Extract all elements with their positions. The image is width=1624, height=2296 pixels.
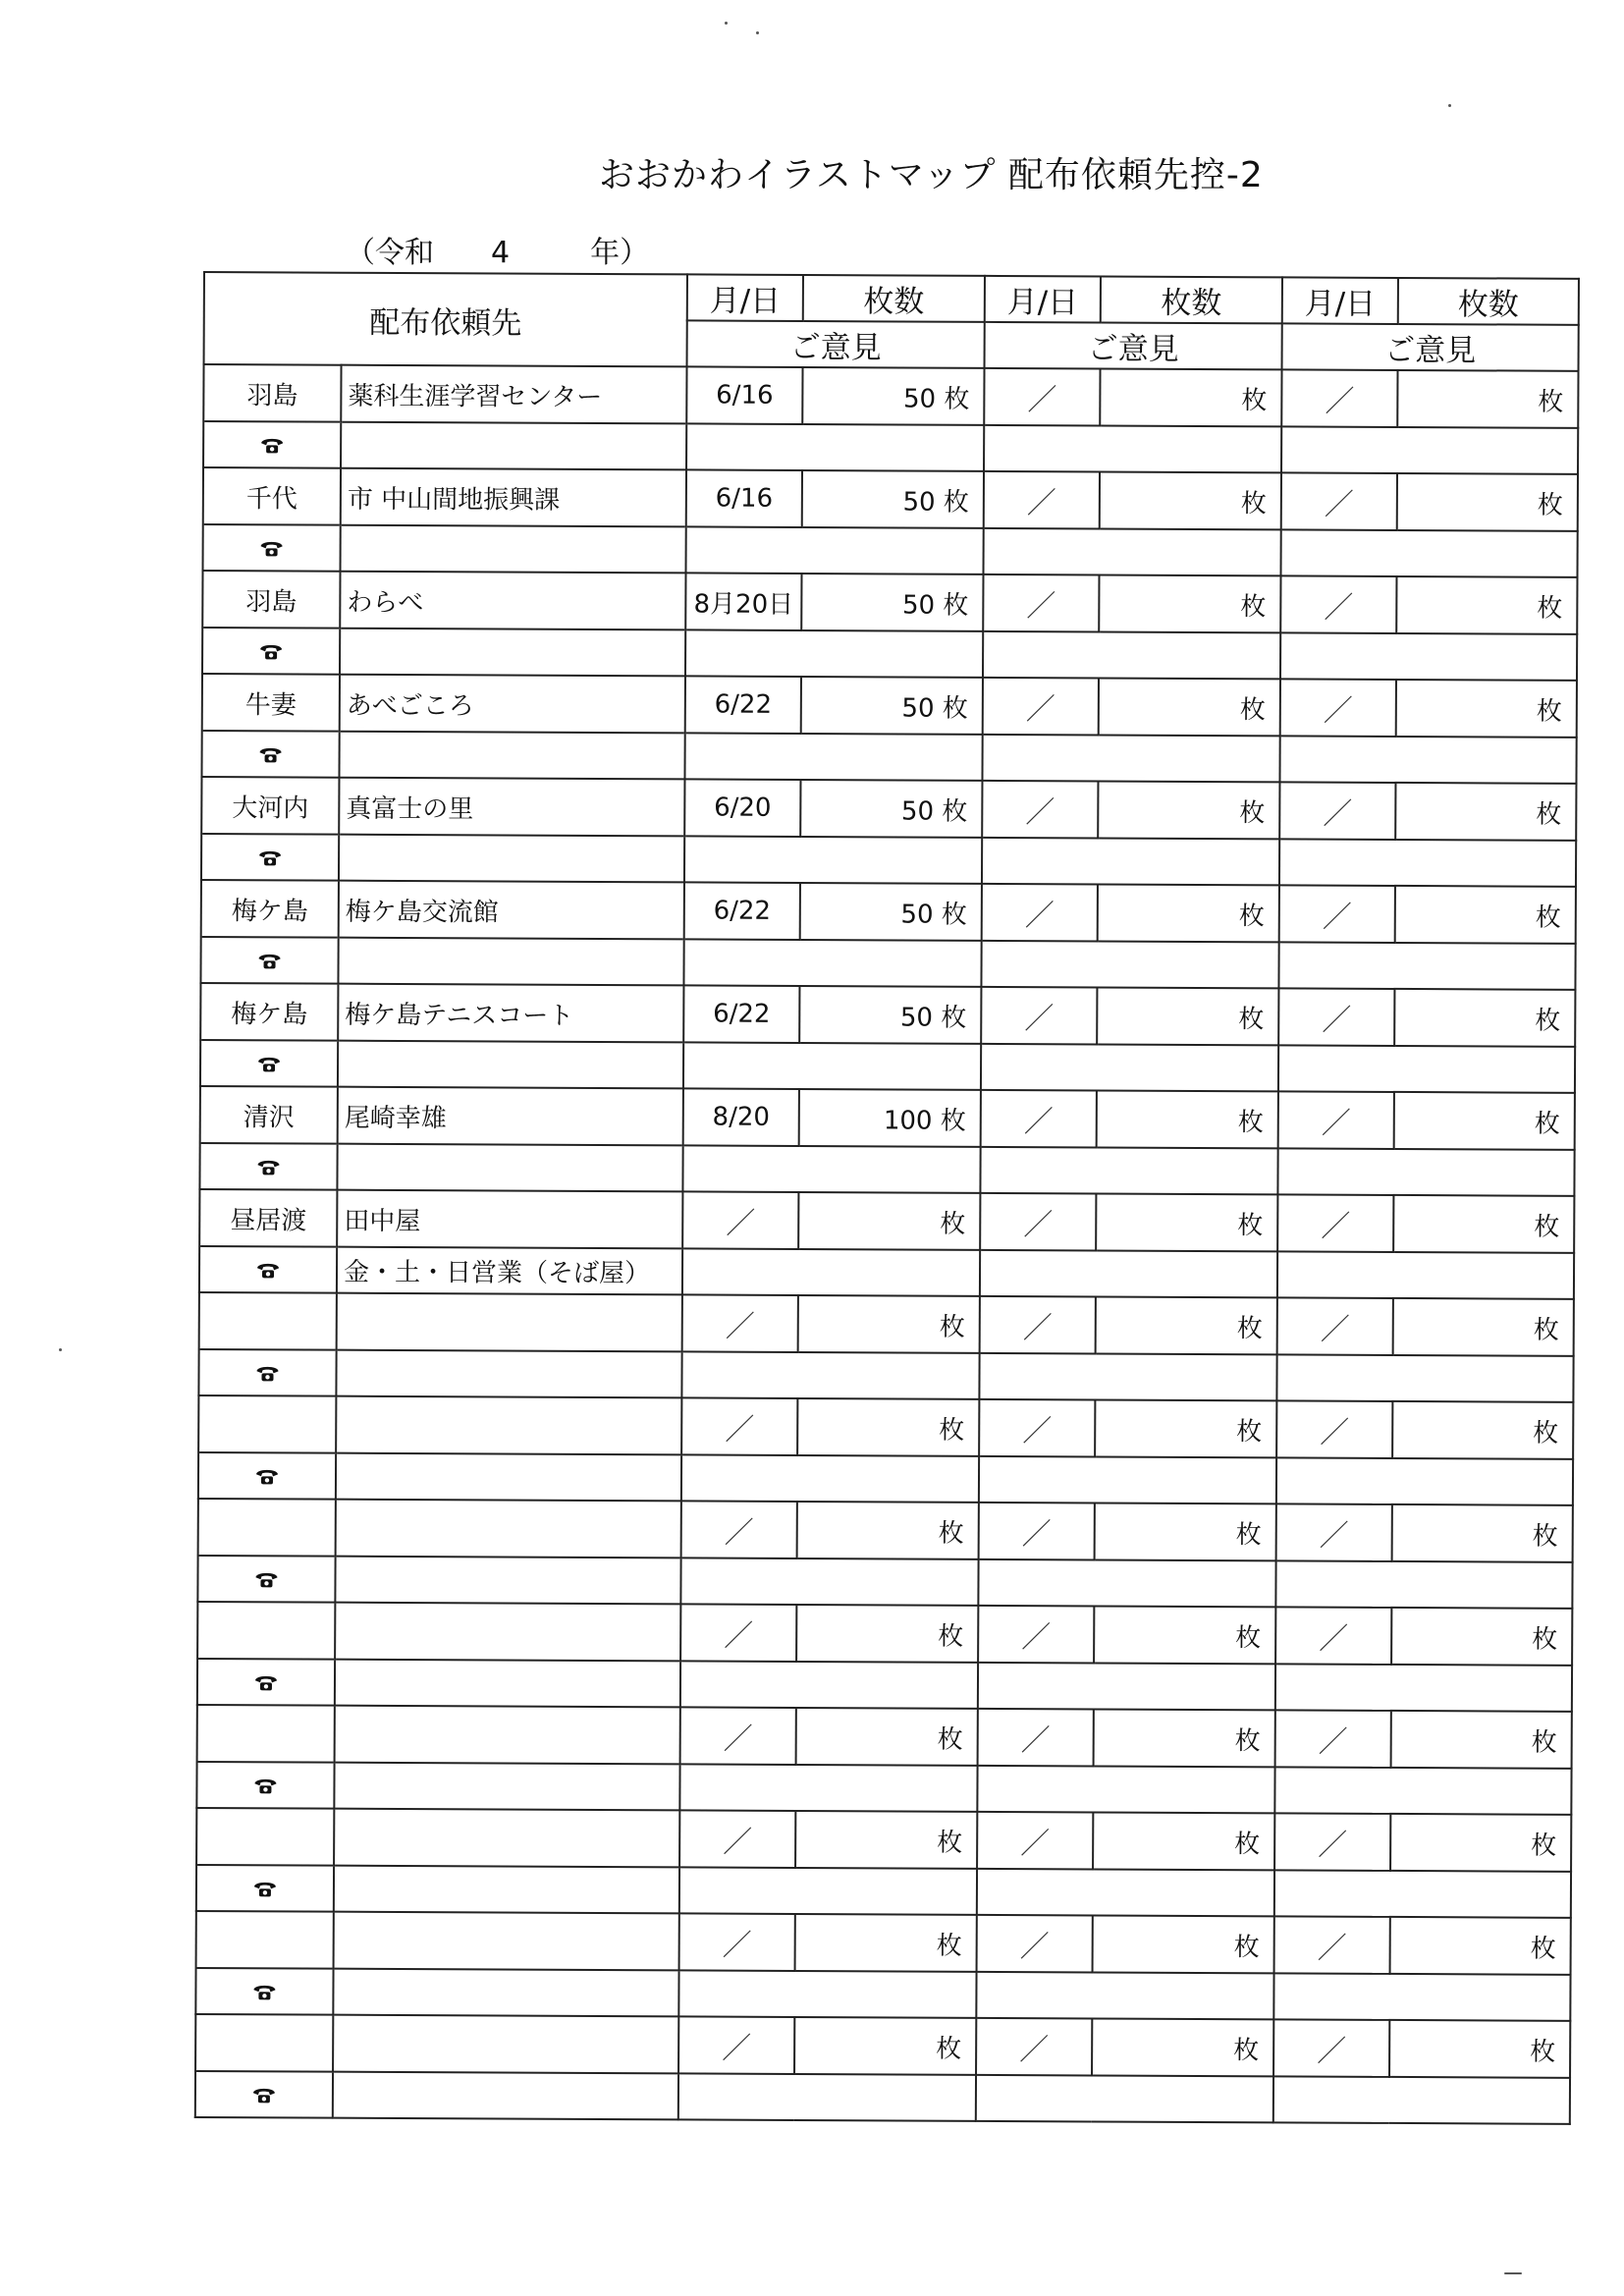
count-cell-1[interactable]: 枚	[794, 2017, 976, 2075]
opinion-cell-2[interactable]	[977, 1766, 1274, 1813]
count-cell-2[interactable]: 枚	[1096, 1193, 1277, 1251]
opinion-cell-3[interactable]	[1279, 839, 1576, 886]
table-row	[198, 1395, 1573, 1459]
header-date-3: 月/日	[1282, 277, 1398, 324]
phone-cell	[202, 628, 340, 675]
recipient-name-cell: 薬科生涯学習センター	[341, 365, 686, 424]
count-cell-2[interactable]: 枚	[1096, 1296, 1277, 1354]
table-row	[201, 777, 1576, 841]
opinion-cell-3[interactable]	[1274, 1870, 1571, 1917]
table-row-phone	[197, 1659, 1572, 1712]
count-cell-3[interactable]: 枚	[1390, 1814, 1571, 1872]
scan-speck	[756, 31, 759, 34]
phone-cell	[195, 2071, 333, 2118]
opinion-cell-2[interactable]	[982, 838, 1279, 885]
recipient-name-cell: 市 中山間地振興課	[341, 468, 686, 527]
count-cell-2[interactable]: 枚	[1097, 1090, 1278, 1148]
date-cell-1[interactable]: 6/16	[686, 366, 802, 424]
telephone-icon	[255, 1255, 281, 1285]
phone-note-cell	[341, 525, 686, 574]
opinion-cell-1[interactable]	[682, 1145, 980, 1192]
table-row	[198, 1499, 1573, 1562]
count-cell-2[interactable]: 枚	[1097, 987, 1278, 1045]
opinion-cell-2[interactable]	[978, 1663, 1275, 1710]
date-cell-1[interactable]: ／	[682, 1294, 798, 1352]
count-cell-1[interactable]: 50 枚	[799, 986, 981, 1044]
phone-note-cell	[337, 1144, 682, 1192]
telephone-icon	[255, 1152, 281, 1181]
era-label: （令和	[346, 236, 434, 270]
date-cell-1[interactable]: 6/22	[684, 882, 800, 940]
opinion-cell-1[interactable]	[686, 526, 984, 574]
phone-cell	[198, 1452, 336, 1500]
opinion-cell-3[interactable]	[1277, 1148, 1574, 1195]
phone-note-cell	[333, 2072, 678, 2120]
area-cell	[198, 1395, 336, 1453]
date-cell-2[interactable]: ／	[978, 1606, 1094, 1664]
count-cell-3[interactable]: 枚	[1392, 1401, 1573, 1459]
phone-cell	[197, 1659, 335, 1706]
area-cell: 羽島	[203, 364, 341, 422]
table-row	[200, 1086, 1575, 1150]
count-cell-1[interactable]: 枚	[796, 1605, 978, 1663]
area-cell	[196, 1808, 334, 1866]
opinion-cell-1[interactable]	[678, 1970, 976, 2017]
count-cell-1[interactable]: 100 枚	[799, 1089, 981, 1147]
date-cell-2[interactable]: ／	[978, 1709, 1094, 1767]
date-cell-1[interactable]: ／	[682, 1191, 798, 1249]
phone-note-cell	[336, 1350, 681, 1398]
area-cell	[195, 2014, 333, 2072]
count-cell-1[interactable]: 50 枚	[802, 367, 984, 425]
phone-cell	[195, 1968, 333, 2015]
opinion-cell-1[interactable]	[680, 1558, 978, 1605]
count-cell-2[interactable]: 枚	[1098, 884, 1279, 942]
phone-cell	[203, 421, 341, 468]
table-row-phone	[196, 1762, 1571, 1815]
opinion-cell-1[interactable]	[681, 1454, 979, 1502]
phone-note-cell	[335, 1660, 680, 1708]
opinion-cell-2[interactable]	[976, 2075, 1273, 2122]
date-cell-1[interactable]: 6/20	[684, 779, 800, 837]
count-cell-3[interactable]: 枚	[1391, 1711, 1572, 1769]
header-date-1: 月/日	[687, 274, 803, 321]
table-row-phone	[203, 421, 1578, 474]
table-row-phone	[199, 1246, 1574, 1299]
opinion-cell-3[interactable]	[1277, 1251, 1574, 1298]
count-cell-1[interactable]: 枚	[796, 1708, 978, 1766]
phone-note-cell	[334, 1763, 679, 1811]
date-cell-3[interactable]: ／	[1280, 575, 1396, 633]
date-cell-3[interactable]: ／	[1280, 679, 1396, 737]
count-cell-3[interactable]: 枚	[1396, 576, 1577, 634]
date-cell-1[interactable]: ／	[679, 1913, 795, 1971]
date-cell-3[interactable]: ／	[1278, 988, 1394, 1046]
count-cell-2[interactable]: 枚	[1099, 574, 1280, 632]
area-cell: 梅ケ島	[200, 983, 338, 1041]
phone-cell	[198, 1349, 336, 1396]
scan-speck	[1504, 2272, 1522, 2274]
opinion-cell-1[interactable]	[678, 2073, 976, 2120]
opinion-cell-2[interactable]	[984, 528, 1281, 575]
scan-speck	[725, 22, 728, 25]
phone-cell	[200, 1040, 338, 1087]
count-cell-3[interactable]: 枚	[1395, 783, 1576, 841]
header-opinion-2: ご意見	[985, 322, 1282, 369]
recipient-name-cell	[335, 1706, 680, 1765]
header-recipient: 配布依頼先	[204, 272, 687, 366]
page-title: おおかわイラストマップ 配布依頼先控-2	[599, 155, 1264, 195]
date-cell-3[interactable]: ／	[1275, 1710, 1391, 1768]
opinion-cell-2[interactable]	[979, 1353, 1276, 1400]
table-row	[196, 1911, 1571, 1975]
date-cell-3[interactable]: ／	[1279, 885, 1395, 943]
scan-speck	[1448, 104, 1451, 107]
telephone-icon	[251, 2080, 277, 2109]
opinion-cell-3[interactable]	[1274, 1767, 1571, 1814]
count-cell-3[interactable]: 枚	[1395, 886, 1576, 944]
phone-note-cell	[336, 1453, 681, 1502]
table-row-phone	[197, 1556, 1572, 1609]
opinion-cell-2[interactable]	[984, 425, 1281, 472]
header-count-2: 枚数	[1101, 276, 1282, 323]
opinion-cell-3[interactable]	[1280, 529, 1577, 576]
year-suffix: 年）	[590, 236, 650, 270]
recipient-name-cell: 田中屋	[337, 1190, 682, 1249]
table-row-phone	[195, 2071, 1570, 2124]
area-cell: 梅ケ島	[201, 880, 339, 938]
table-row-phone	[202, 628, 1577, 681]
opinion-cell-1[interactable]	[685, 629, 983, 677]
recipient-name-cell: 尾崎幸雄	[338, 1087, 683, 1146]
count-cell-2[interactable]: 枚	[1095, 1503, 1276, 1560]
table-row	[196, 1808, 1571, 1872]
opinion-cell-3[interactable]	[1276, 1457, 1573, 1504]
count-cell-3[interactable]: 枚	[1391, 1608, 1572, 1666]
count-cell-2[interactable]: 枚	[1099, 678, 1280, 736]
count-cell-2[interactable]: 枚	[1094, 1606, 1275, 1664]
date-cell-2[interactable]: ／	[981, 987, 1097, 1045]
recipient-name-cell: あべごころ	[340, 675, 685, 734]
date-cell-3[interactable]: ／	[1279, 782, 1395, 840]
table-row-phone	[201, 834, 1576, 887]
phone-cell	[201, 731, 339, 778]
phone-cell	[197, 1556, 335, 1603]
date-cell-2[interactable]: ／	[984, 368, 1100, 426]
table-row	[199, 1189, 1574, 1253]
telephone-icon	[256, 946, 282, 975]
date-cell-1[interactable]: 8月20日	[685, 573, 801, 630]
opinion-cell-1[interactable]	[686, 423, 984, 470]
table-row-phone	[200, 1040, 1575, 1093]
opinion-cell-2[interactable]	[981, 941, 1278, 988]
count-cell-1[interactable]: 50 枚	[802, 470, 984, 528]
recipient-name-cell: 梅ケ島テニスコート	[338, 984, 683, 1043]
count-cell-3[interactable]: 枚	[1392, 1504, 1573, 1562]
recipient-name-cell	[336, 1500, 681, 1558]
telephone-icon	[257, 843, 283, 872]
date-cell-3[interactable]: ／	[1277, 1194, 1393, 1252]
opinion-cell-3[interactable]	[1279, 736, 1576, 783]
date-cell-1[interactable]: 6/16	[686, 469, 802, 527]
telephone-icon	[259, 533, 285, 563]
recipient-name-cell: 真富士の里	[339, 778, 684, 837]
table-row-phone	[199, 1143, 1574, 1196]
date-cell-3[interactable]: ／	[1273, 2019, 1389, 2077]
header-date-2: 月/日	[985, 276, 1101, 323]
opinion-cell-1[interactable]	[684, 836, 982, 883]
count-cell-2[interactable]: 枚	[1098, 781, 1279, 839]
telephone-icon	[259, 430, 285, 460]
date-cell-3[interactable]: ／	[1276, 1503, 1392, 1561]
phone-note-cell	[339, 835, 684, 883]
opinion-cell-1[interactable]	[679, 1867, 977, 1914]
opinion-cell-1[interactable]	[681, 1351, 979, 1398]
date-cell-3[interactable]: ／	[1274, 1916, 1390, 1974]
header-count-1: 枚数	[803, 275, 985, 322]
header-opinion-3: ご意見	[1282, 323, 1579, 370]
date-cell-3[interactable]: ／	[1276, 1400, 1392, 1458]
date-cell-1[interactable]: ／	[680, 1604, 796, 1662]
opinion-cell-3[interactable]	[1275, 1560, 1572, 1608]
date-cell-1[interactable]: 8/20	[683, 1088, 799, 1146]
area-cell	[197, 1602, 335, 1660]
count-cell-1[interactable]: 枚	[797, 1502, 979, 1559]
count-cell-3[interactable]: 枚	[1396, 680, 1577, 738]
date-cell-2[interactable]: ／	[981, 1090, 1097, 1148]
telephone-icon	[252, 1874, 278, 1903]
opinion-cell-2[interactable]	[983, 631, 1280, 679]
recipient-name-cell: わらべ	[340, 572, 685, 630]
recipient-name-cell	[333, 2015, 678, 2074]
date-cell-3[interactable]: ／	[1274, 1813, 1390, 1871]
telephone-icon	[254, 1358, 280, 1388]
phone-cell	[199, 1143, 337, 1190]
area-cell	[196, 1911, 334, 1969]
date-cell-2[interactable]: ／	[980, 1193, 1096, 1251]
opinion-cell-2[interactable]	[978, 1559, 1275, 1607]
date-cell-2[interactable]: ／	[980, 1296, 1096, 1354]
area-cell	[199, 1292, 337, 1350]
date-cell-2[interactable]: ／	[982, 884, 1098, 942]
table-row	[197, 1705, 1572, 1769]
phone-cell	[199, 1246, 337, 1293]
count-cell-1[interactable]: 枚	[797, 1398, 979, 1456]
area-cell: 牛妻	[202, 674, 340, 732]
opinion-cell-2[interactable]	[976, 1972, 1273, 2019]
opinion-cell-3[interactable]	[1273, 2076, 1570, 2123]
count-cell-2[interactable]: 枚	[1093, 1915, 1274, 1973]
count-cell-1[interactable]: 枚	[798, 1295, 980, 1353]
date-cell-1[interactable]: 6/22	[683, 985, 799, 1043]
count-cell-2[interactable]: 枚	[1094, 1709, 1275, 1767]
count-cell-3[interactable]: 枚	[1390, 1917, 1571, 1975]
opinion-cell-3[interactable]	[1275, 1664, 1572, 1711]
phone-cell	[200, 937, 338, 984]
date-cell-1[interactable]: ／	[679, 1810, 795, 1868]
table-row	[200, 983, 1575, 1047]
date-cell-1[interactable]: ／	[681, 1397, 797, 1455]
date-cell-2[interactable]: ／	[977, 1915, 1093, 1973]
phone-cell	[203, 524, 341, 572]
table-row-phone	[198, 1349, 1573, 1402]
table-row-phone	[200, 937, 1575, 990]
recipient-name-cell	[334, 1809, 679, 1868]
recipient-name-cell: 梅ケ島交流館	[339, 881, 684, 940]
date-cell-2[interactable]: ／	[983, 574, 1099, 632]
date-cell-2[interactable]: ／	[982, 781, 1098, 839]
opinion-cell-1[interactable]	[683, 1042, 981, 1089]
date-cell-1[interactable]: ／	[681, 1501, 797, 1558]
phone-note-cell	[339, 732, 684, 780]
recipient-name-cell	[336, 1396, 681, 1455]
opinion-cell-2[interactable]	[981, 1044, 1278, 1091]
year-line	[346, 228, 649, 271]
date-cell-1[interactable]: 6/22	[685, 676, 801, 734]
count-cell-3[interactable]: 枚	[1394, 989, 1575, 1047]
count-cell-1[interactable]: 枚	[795, 1811, 977, 1869]
header-opinion-1: ご意見	[687, 320, 985, 367]
count-cell-1[interactable]: 枚	[798, 1192, 980, 1250]
recipient-name-cell	[335, 1603, 680, 1662]
table-row-phone	[203, 524, 1578, 577]
header-count-3: 枚数	[1398, 278, 1579, 325]
phone-cell	[196, 1762, 334, 1809]
telephone-icon	[258, 739, 284, 769]
scan-speck	[59, 1348, 62, 1351]
count-cell-2[interactable]: 枚	[1100, 368, 1281, 426]
count-cell-2[interactable]: 枚	[1095, 1399, 1276, 1457]
area-cell	[197, 1705, 335, 1763]
opinion-cell-3[interactable]	[1278, 1045, 1575, 1092]
table-row-phone	[196, 1865, 1571, 1918]
phone-note-cell	[338, 1041, 683, 1089]
count-cell-2[interactable]: 枚	[1092, 2018, 1273, 2076]
phone-note-cell	[341, 422, 686, 470]
area-cell: 羽島	[202, 571, 340, 629]
phone-cell	[201, 834, 339, 881]
opinion-cell-1[interactable]	[684, 733, 982, 780]
opinion-cell-1[interactable]	[679, 1764, 977, 1811]
date-cell-2[interactable]: ／	[984, 471, 1100, 529]
count-cell-2[interactable]: 枚	[1093, 1812, 1274, 1870]
date-cell-2[interactable]: ／	[983, 678, 1099, 736]
phone-note-cell	[338, 938, 683, 986]
table-row-phone	[195, 1968, 1570, 2021]
table-row-phone	[201, 731, 1576, 784]
count-cell-3[interactable]: 枚	[1393, 1195, 1574, 1253]
opinion-cell-2[interactable]	[977, 1869, 1274, 1916]
phone-note-cell	[335, 1557, 680, 1605]
area-cell: 大河内	[201, 777, 339, 835]
area-cell	[198, 1499, 336, 1557]
telephone-icon	[251, 1977, 277, 2006]
opinion-cell-3[interactable]	[1280, 632, 1577, 680]
opinion-cell-2[interactable]	[980, 1147, 1277, 1194]
table-row	[203, 364, 1578, 428]
table-row	[201, 880, 1576, 944]
date-cell-3[interactable]: ／	[1281, 369, 1397, 427]
recipient-name-cell	[334, 1912, 679, 1971]
distribution-table	[194, 271, 1580, 2125]
opinion-cell-3[interactable]	[1273, 1973, 1570, 2020]
telephone-icon	[253, 1564, 279, 1594]
area-cell: 清沢	[200, 1086, 338, 1144]
count-cell-3[interactable]: 枚	[1397, 370, 1578, 428]
count-cell-3[interactable]: 枚	[1389, 2020, 1570, 2078]
phone-note-cell	[340, 629, 685, 677]
phone-note-cell	[333, 1969, 678, 2017]
date-cell-3[interactable]: ／	[1281, 472, 1397, 530]
opinion-cell-1[interactable]	[683, 939, 981, 986]
phone-note-cell: 金・土・日営業（そば屋）	[337, 1247, 682, 1295]
count-cell-3[interactable]: 枚	[1393, 1298, 1574, 1356]
table-row	[202, 674, 1577, 738]
table-row-phone	[198, 1452, 1573, 1505]
telephone-icon	[253, 1667, 279, 1697]
header-row	[204, 272, 1579, 325]
table-row	[203, 467, 1578, 531]
area-cell: 千代	[203, 467, 341, 525]
year-number: 4	[491, 236, 511, 270]
recipient-name-cell	[337, 1293, 682, 1352]
opinion-cell-3[interactable]	[1278, 942, 1575, 989]
table-row	[197, 1602, 1572, 1666]
table-row	[202, 571, 1577, 634]
opinion-cell-2[interactable]	[979, 1456, 1276, 1503]
telephone-icon	[252, 1771, 278, 1800]
date-cell-2[interactable]: ／	[976, 2018, 1092, 2076]
telephone-icon	[256, 1049, 282, 1078]
table-row	[195, 2014, 1570, 2078]
opinion-cell-3[interactable]	[1276, 1354, 1573, 1401]
opinion-cell-3[interactable]	[1281, 426, 1578, 473]
phone-cell	[196, 1865, 334, 1912]
date-cell-1[interactable]: ／	[678, 2016, 794, 2074]
count-cell-1[interactable]: 50 枚	[801, 677, 983, 735]
count-cell-1[interactable]: 50 枚	[800, 883, 982, 941]
date-cell-2[interactable]: ／	[979, 1399, 1095, 1457]
telephone-icon	[254, 1461, 280, 1491]
opinion-cell-2[interactable]	[980, 1250, 1277, 1297]
count-cell-1[interactable]: 50 枚	[800, 780, 982, 838]
date-cell-1[interactable]: ／	[680, 1707, 796, 1765]
date-cell-3[interactable]: ／	[1277, 1297, 1393, 1355]
opinion-cell-1[interactable]	[680, 1661, 978, 1708]
opinion-cell-1[interactable]	[682, 1248, 980, 1295]
count-cell-3[interactable]: 枚	[1394, 1092, 1575, 1150]
count-cell-1[interactable]: 50 枚	[801, 574, 983, 631]
opinion-cell-2[interactable]	[982, 735, 1279, 782]
telephone-icon	[258, 636, 284, 666]
date-cell-2[interactable]: ／	[979, 1503, 1095, 1560]
count-cell-2[interactable]: 枚	[1100, 471, 1281, 529]
count-cell-1[interactable]: 枚	[795, 1914, 977, 1972]
table-row	[199, 1292, 1574, 1356]
date-cell-3[interactable]: ／	[1275, 1607, 1391, 1665]
area-cell: 昼居渡	[199, 1189, 337, 1247]
date-cell-2[interactable]: ／	[977, 1812, 1093, 1870]
date-cell-3[interactable]: ／	[1278, 1091, 1394, 1149]
count-cell-3[interactable]: 枚	[1397, 473, 1578, 531]
phone-note-cell	[334, 1866, 679, 1914]
